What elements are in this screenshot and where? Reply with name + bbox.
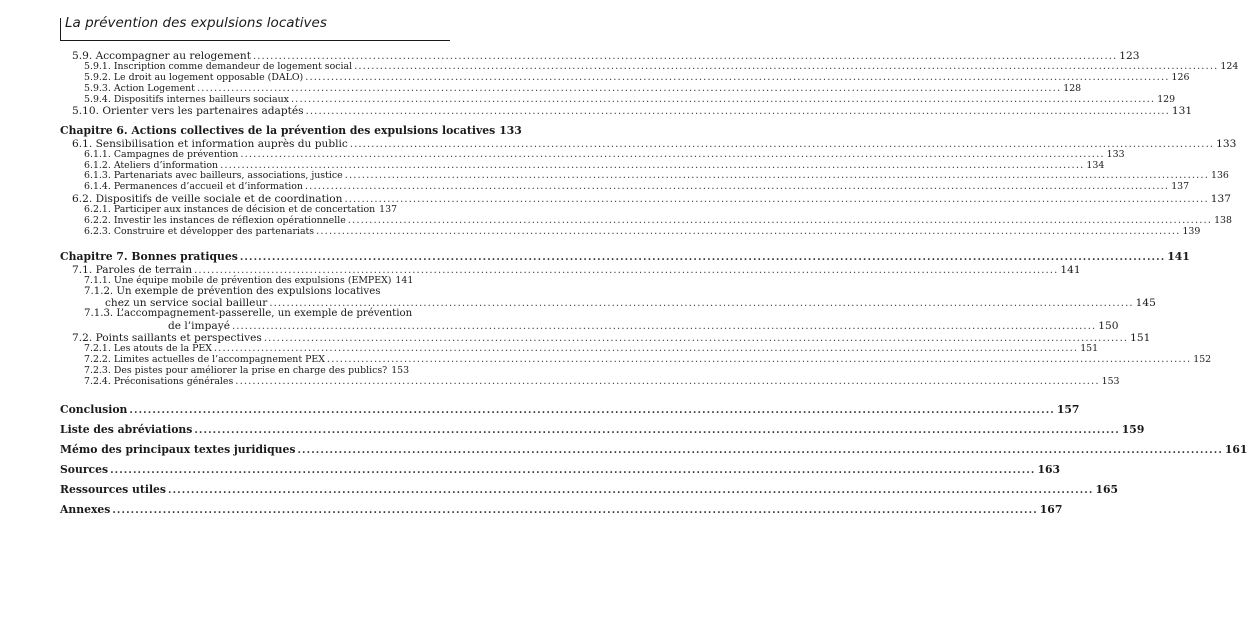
toc-abbreviations[interactable]: Liste des abréviations ..... 159 [60, 422, 393, 438]
toc-entry-7-2-3[interactable]: 7.2.3. Des pistes pour améliorer la prise en charge des publics? 153 [84, 364, 410, 376]
toc-entry-7-1-2[interactable]: 7.1.2. Un exemple de prévention des expulsions locatives [84, 285, 381, 297]
toc-entry-6-1[interactable]: 6.1. Sensibilisation et information auprès du public ..... 133 [60, 138, 393, 150]
toc-entry-6-1-2[interactable]: 6.1.2. Ateliers d’information ..... 134 [60, 161, 393, 172]
toc-entry-7-2-4[interactable]: 7.2.4. Préconisations générales ..... 153 [60, 377, 393, 388]
header-rule-horizontal [60, 40, 450, 41]
toc-entry-6-1-3[interactable]: 6.1.3. Partenariats avec bailleurs, associations, justice ..... 136 [60, 171, 393, 182]
toc-entry-7-1[interactable]: 7.1. Paroles de terrain ..... 141 [60, 264, 393, 276]
toc-entry-6-2[interactable]: 6.2. Dispositifs de veille sociale et de coordination ..... 137 [60, 193, 393, 205]
toc-entry-5-9-1[interactable]: 5.9.1. Inscription comme demandeur de logement social ..... 124 [60, 62, 393, 73]
toc-entry-6-2-3[interactable]: 6.2.3. Construire et développer des partenariats ..... 139 [60, 227, 393, 238]
toc-entry-5-9-4[interactable]: 5.9.4. Dispositifs internes bailleurs sociaux ..... 129 [60, 95, 393, 106]
toc-entry-7-1-3[interactable]: 7.1.3. L’accompagnement-passerelle, un exemple de prévention [84, 308, 413, 320]
toc-sources[interactable]: Sources ..... 163 [60, 462, 393, 478]
toc-entry-6-1-4[interactable]: 6.1.4. Permanences d’accueil et d’information ..... 137 [60, 182, 393, 193]
table-of-contents [60, 50, 1247, 518]
toc-conclusion[interactable]: Conclusion ..... 157 [60, 402, 393, 418]
toc-entry-5-9[interactable]: 5.9. Accompagner au relogement ..... 123 [60, 50, 393, 62]
toc-entry-7-2[interactable]: 7.2. Points saillants et perspectives ..... 151 [60, 332, 393, 344]
toc-entry-7-1-3-cont[interactable]: de l’impayé ..... 150 [60, 320, 393, 332]
toc-entry-7-2-2[interactable]: 7.2.2. Limites actuelles de l’accompagnement PEX ..... 152 [60, 355, 393, 366]
header-rule-vertical [60, 18, 61, 40]
toc-entry-6-1-1[interactable]: 6.1.1. Campagnes de prévention ..... 133 [60, 150, 393, 161]
toc-entry-5-9-2[interactable]: 5.9.2. Le droit au logement opposable (DALO) ..... 126 [60, 73, 393, 84]
toc-chapter-7[interactable]: Chapitre 7. Bonnes pratiques ..... 141 [60, 250, 393, 264]
toc-entry-5-10[interactable]: 5.10. Orienter vers les partenaires adaptés ..... 131 [60, 105, 393, 117]
toc-entry-7-2-1[interactable]: 7.2.1. Les atouts de la PEX ..... 151 [60, 344, 393, 355]
toc-annexes[interactable]: Annexes ..... 167 [60, 502, 393, 518]
toc-chapter-6[interactable]: Chapitre 6. Actions collectives de la prévention des expulsions locatives 133 [60, 123, 522, 137]
header-title: La prévention des expulsions locatives [65, 15, 327, 31]
toc-entry-7-1-1[interactable]: 7.1.1. Une équipe mobile de prévention des expulsions (EMPEX) 141 [84, 274, 414, 286]
toc-entry-6-2-1[interactable]: 6.2.1. Participer aux instances de décision et de concertation 137 [84, 204, 398, 216]
running-header [60, 6, 430, 36]
toc-legal-memo[interactable]: Mémo des principaux textes juridiques ..... 161 [60, 442, 393, 458]
toc-entry-5-9-3[interactable]: 5.9.3. Action Logement ..... 128 [60, 84, 393, 95]
toc-entry-6-2-2[interactable]: 6.2.2. Investir les instances de réflexion opérationnelle ..... 138 [60, 216, 393, 227]
toc-resources[interactable]: Ressources utiles ..... 165 [60, 482, 393, 498]
toc-entry-7-1-2-cont[interactable]: chez un service social bailleur ..... 145 [60, 297, 393, 309]
